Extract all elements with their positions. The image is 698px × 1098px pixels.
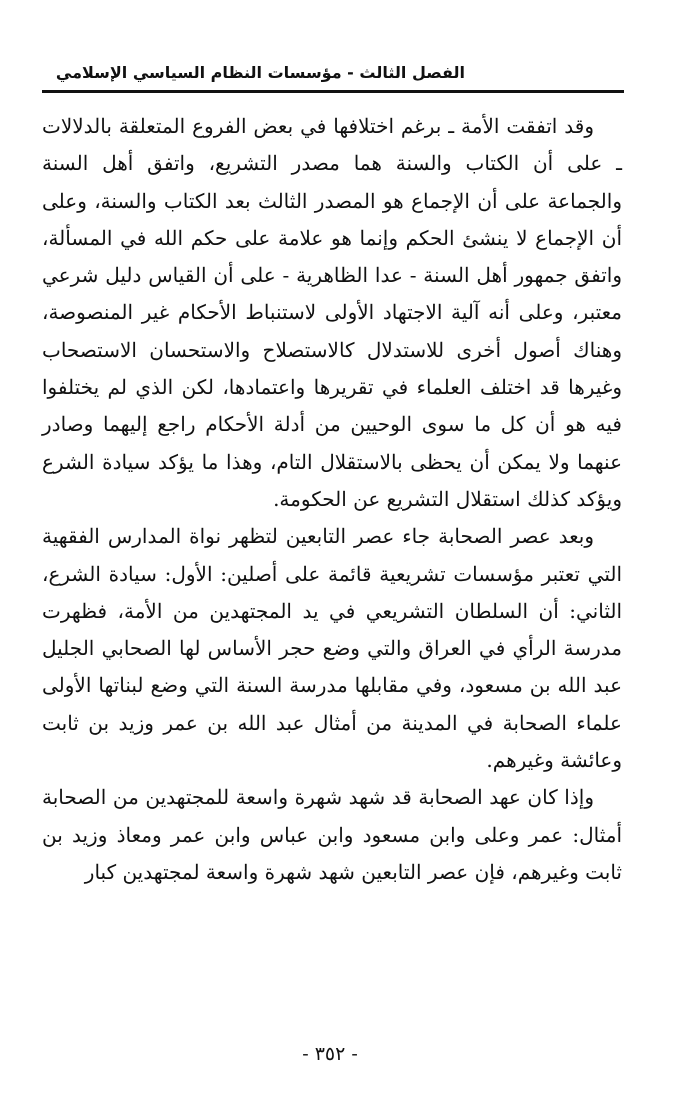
paragraph-1: وقد اتفقت الأمة ـ برغم اختلافها في بعض الفروع المتعلقة بالدلالات ـ على أن الكتاب والسنة هما مصدر التشريع، واتفق أهل السنة والجماعة على أن الإجماع هو المصدر الثالث بعد الكتاب والسنة، وعلى أن الإجماع لا ينشئ الحكم وإنما هو علامة على حكم الله في المسألة، واتفق جمهور أهل السنة - عدا الظاهرية - على أن القياس دليل شرعي معتبر، وعلى أنه آلية الاجتهاد الأولى لاستنباط الأحكام غير المنصوصة، وهناك أصول أخرى للاستدلال كالاستصلاح والاستحسان الاستصحاب وغيرها قد اختلف العلماء في تقريرها واعتمادها، لكن الذي لم يختلفوا فيه هو أن كل ما سوى الوحيين من أدلة الأحكام راجع إليهما وصادر عنهما ولا يمكن أن يحظى بالاستقلال التام، وهذا ما يؤكد سيادة الشرع ويؤكد كذلك استقلال التشريع عن الحكومة. [42,114,622,511]
paragraph-2: وبعد عصر الصحابة جاء عصر التابعين لتظهر نواة المدارس الفقهية التي تعتبر مؤسسات تشريعية قائمة على أصلين: الأول: سيادة الشرع، الثاني: أن السلطان التشريعي في يد المجتهدين من الأمة، فظهرت مدرسة الرأي في العراق والتي وضع حجر الأساس لها الصحابي الجليل عبد الله بن مسعود، وفي مقابلها مدرسة السنة التي وضع لبناتها الأولى علماء الصحابة في المدينة من أمثال عبد الله بن عمر وزيد بن ثابت وعائشة وغيرهم. [42,524,622,773]
header-rule [42,90,624,93]
running-header: الفصل الثالث - مؤسسات النظام السياسي الإسلامي [55,63,465,82]
paragraph-3: وإذا كان عهد الصحابة قد شهد شهرة واسعة للمجتهدين من الصحابة أمثال: عمر وعلى وابن مسعود وابن عباس وابن عمر ومعاذ وزيد بن ثابت وغيرهم، فإن عصر التابعين شهد شهرة واسعة لمجتهدين كبار [42,785,623,884]
page-number: - ٣٥٢ - [302,1043,358,1065]
body-text [42,108,622,891]
